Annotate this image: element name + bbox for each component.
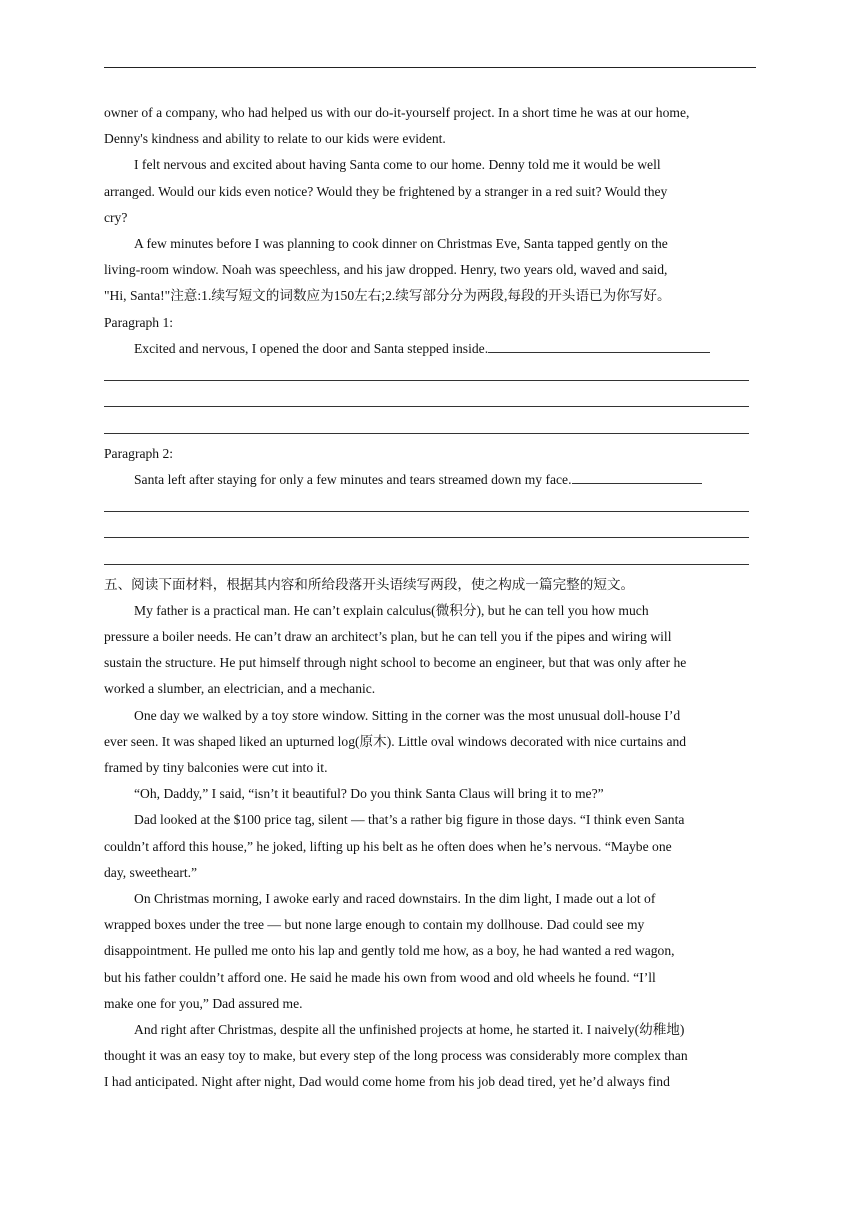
text-line: cry?: [104, 209, 128, 225]
text-line: worked a slumber, an electrician, and a mechanic.: [104, 681, 376, 697]
answer-line[interactable]: [104, 493, 762, 519]
opener-text: Santa left after staying for only a few minutes and tears streamed down my face.: [134, 471, 572, 487]
text-line: Denny's kindness and ability to relate to our kids were evident.: [104, 131, 446, 147]
text-line: disappointment. He pulled me onto his lap and gently told me how, as a boy, he had wanted a red wagon,: [104, 943, 675, 959]
header-rule: [104, 67, 756, 68]
text-line: I had anticipated. Night after night, Dad would come home from his job dead tired, yet he’d always find: [104, 1074, 670, 1090]
text-line: I felt nervous and excited about having Santa come to our home. Denny told me it would be well: [134, 157, 661, 173]
text-line: couldn’t afford this house,” he joked, lifting up his belt as he often does when he’s nervous. “Maybe one: [104, 838, 672, 854]
text-line: make one for you,” Dad assured me.: [104, 995, 303, 1011]
instructions-line: "Hi, Santa!"注意:1.续写短文的词数应为150左右;2.续写部分分为两段,每段的开头语已为你写好。: [104, 288, 671, 304]
text-line: pressure a boiler needs. He can’t draw an architect’s plan, but he can tell you if the pipes and wiring will: [104, 628, 672, 644]
text-line: day, sweetheart.”: [104, 864, 198, 880]
text-line: thought it was an easy toy to make, but every step of the long process was considerably more complex than: [104, 1048, 688, 1064]
document-body: [104, 100, 762, 1096]
text-line: One day we walked by a toy store window. Sitting in the corner was the most unusual doll-house I’d: [134, 707, 681, 723]
answer-line[interactable]: [104, 388, 762, 414]
paragraph-1-opener: [104, 336, 762, 362]
paragraph-2-label: Paragraph 2:: [104, 445, 174, 461]
text-line: On Christmas morning, I awoke early and raced downstairs. In the dim light, I made out a lot of: [134, 891, 656, 906]
text-line: framed by tiny balconies were cut into it.: [104, 759, 328, 775]
answer-line[interactable]: [104, 519, 762, 545]
text-line: Dad looked at the $100 price tag, silent — that’s a rather big figure in those days. “I think even Santa: [134, 812, 685, 828]
answer-line[interactable]: [104, 414, 762, 440]
text-line: but his father couldn’t afford one. He said he made his own from wood and old wheels he found. “I’ll: [104, 969, 656, 985]
paragraph-2-opener: [104, 467, 762, 493]
section-heading: 五、阅读下面材料，根据其内容和所给段落开头语续写两段，使之构成一篇完整的短文。: [104, 576, 635, 592]
opener-text: Excited and nervous, I opened the door and Santa stepped inside.: [134, 340, 489, 356]
text-line: And right after Christmas, despite all the unfinished projects at home, he started it. I naively(幼稚地): [134, 1022, 685, 1038]
answer-blank[interactable]: [572, 469, 702, 484]
answer-line[interactable]: [104, 362, 762, 388]
text-line: wrapped boxes under the tree — but none large enough to contain my dollhouse. Dad could see my: [104, 917, 645, 933]
paragraph-1-label: Paragraph 1:: [104, 314, 174, 330]
text-line: living-room window. Noah was speechless, and his jaw dropped. Henry, two years old, waved and said,: [104, 262, 668, 278]
text-line: ever seen. It was shaped liked an upturned log(原木). Little oval windows decorated with nice curtains and: [104, 733, 687, 749]
answer-line[interactable]: [104, 545, 762, 571]
text-line: A few minutes before I was planning to cook dinner on Christmas Eve, Santa tapped gently on the: [134, 236, 668, 252]
text-line: My father is a practical man. He can’t explain calculus(微积分), but he can tell you how much: [134, 602, 649, 618]
text-line: “Oh, Daddy,” I said, “isn’t it beautiful? Do you think Santa Claus will bring it to me?”: [134, 786, 604, 802]
text-line: arranged. Would our kids even notice? Would they be frightened by a stranger in a red suit? Would they: [104, 183, 668, 199]
text-line: sustain the structure. He put himself through night school to become an engineer, but that was only after he: [104, 655, 687, 671]
answer-blank[interactable]: [488, 338, 710, 353]
text-line: owner of a company, who had helped us with our do-it-yourself project. In a short time he was at our home,: [104, 105, 690, 120]
